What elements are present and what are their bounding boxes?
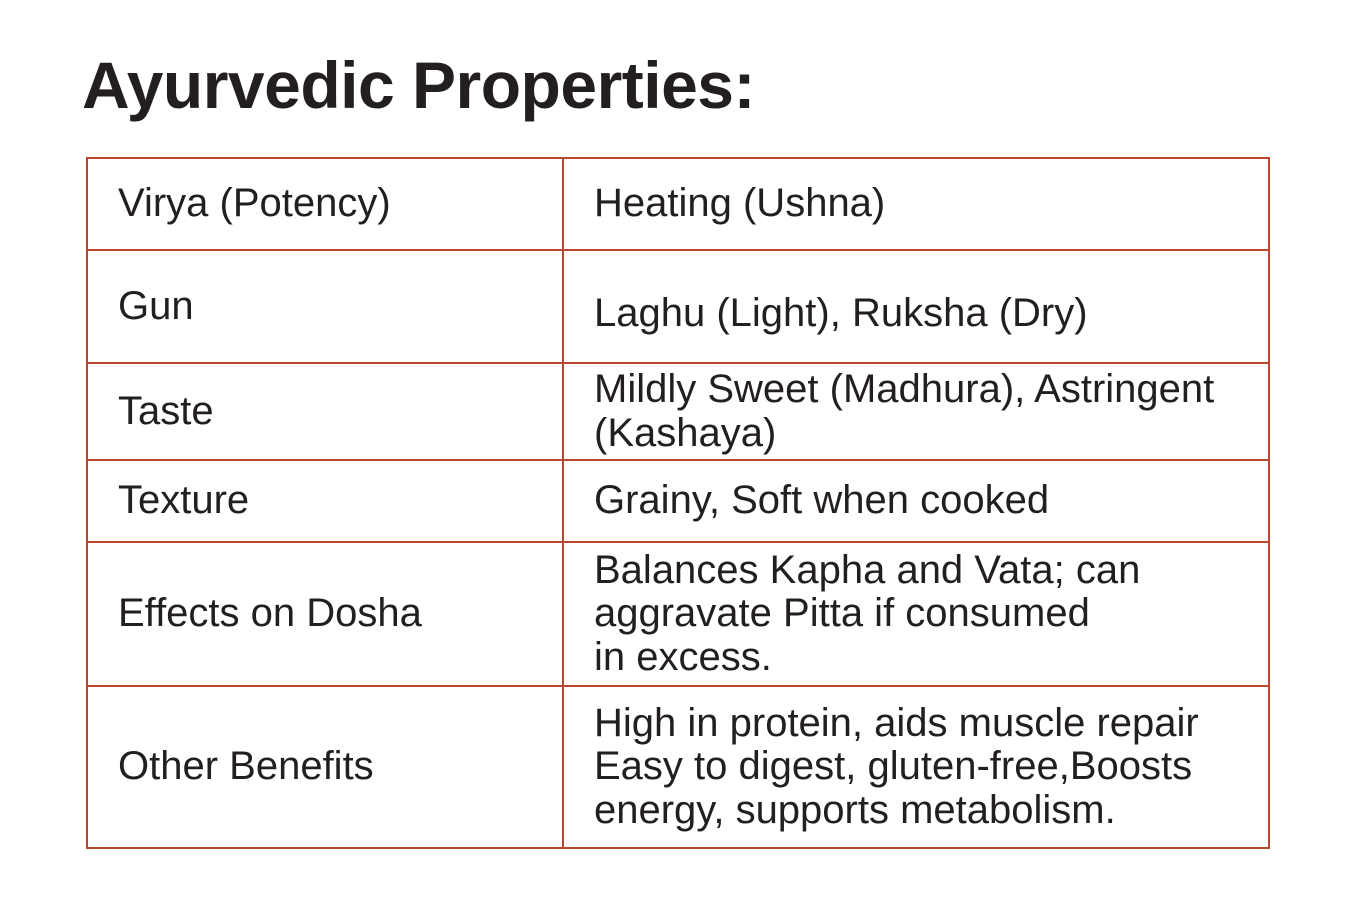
property-label: Taste — [87, 363, 563, 460]
table-row-taste — [87, 363, 1269, 460]
property-label: Virya (Potency) — [87, 158, 563, 250]
table-row-texture — [87, 460, 1269, 542]
table-row-effects-on-dosha — [87, 542, 1269, 686]
page-title: Ayurvedic Properties: — [82, 48, 755, 122]
table-row-other-benefits — [87, 686, 1269, 848]
property-label: Texture — [87, 460, 563, 542]
property-label: Effects on Dosha — [87, 542, 563, 686]
property-value: Heating (Ushna) — [563, 158, 1269, 250]
ayurvedic-properties-table — [86, 157, 1270, 849]
property-label: Other Benefits — [87, 686, 563, 848]
property-value: High in protein, aids muscle repair Easy to digest, gluten-free,Boosts energy, supports metabolism. — [563, 686, 1269, 848]
property-value: Grainy, Soft when cooked — [563, 460, 1269, 542]
property-value: Mildly Sweet (Madhura), Astringent (Kashaya) — [563, 363, 1269, 460]
table-row-gun — [87, 250, 1269, 363]
property-label: Gun — [87, 250, 563, 363]
property-value: Laghu (Light), Ruksha (Dry) — [563, 250, 1269, 363]
table-row-virya — [87, 158, 1269, 250]
property-value: Balances Kapha and Vata; can aggravate Pitta if consumed in excess. — [563, 542, 1269, 686]
